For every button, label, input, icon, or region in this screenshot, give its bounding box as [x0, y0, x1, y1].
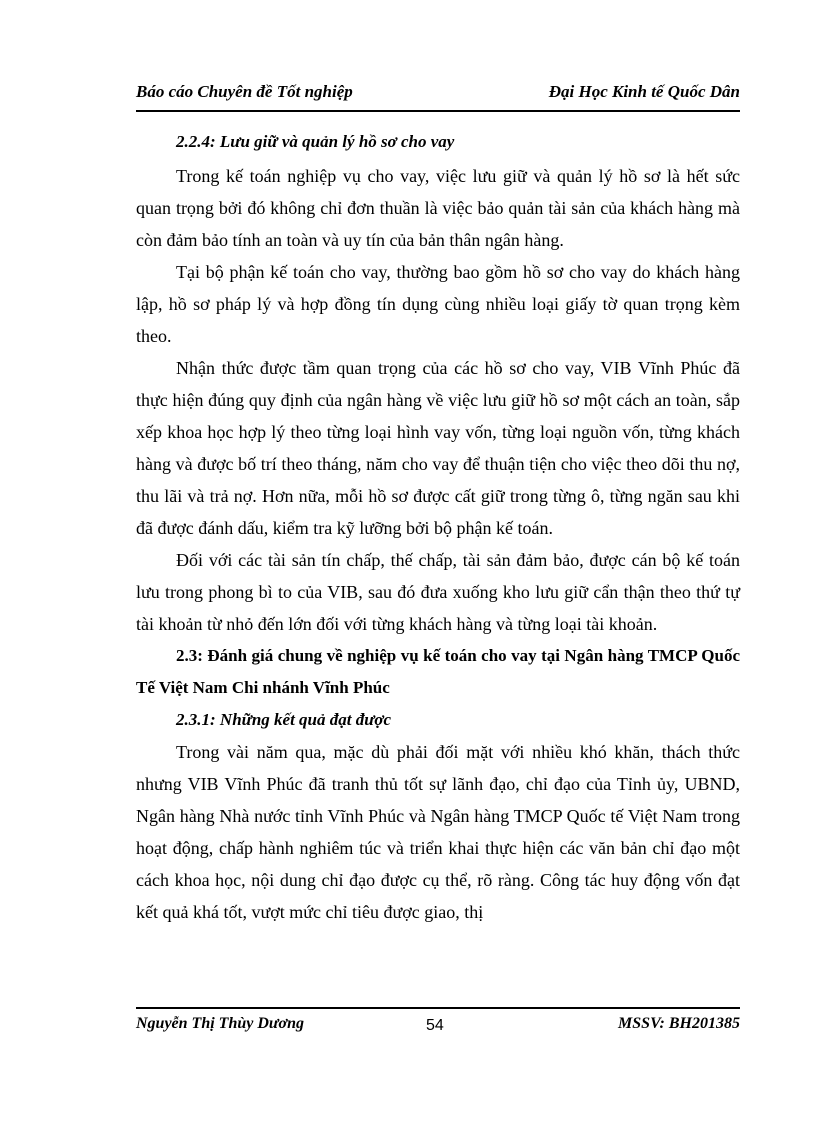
page-header [136, 80, 740, 112]
section-heading-2-3: 2.3: Đánh giá chung về nghiệp vụ kế toán cho vay tại Ngân hàng TMCP Quốc Tế Việt Nam Chi nhánh Vĩnh Phúc [136, 646, 740, 697]
paragraph: Trong kế toán nghiệp vụ cho vay, việc lưu giữ và quản lý hồ sơ là hết sức quan trọng bởi đó không chỉ đơn thuần là việc bảo quản tài sản của khách hàng mà còn đảm bảo tính an toàn và uy tín của bản thân ngân hàng. [136, 166, 740, 250]
page-footer [136, 1007, 740, 1039]
paragraph: Đối với các tài sản tín chấp, thế chấp, tài sản đảm bảo, được cán bộ kế toán lưu trong phong bì to của VIB, sau đó đưa xuống kho lưu giữ cẩn thận theo thứ tự tài khoản từ nhỏ đến lớn đối với từng khách hàng và từng loại tài khoản. [136, 550, 740, 634]
paragraph: Tại bộ phận kế toán cho vay, thường bao gồm hồ sơ cho vay do khách hàng lập, hồ sơ pháp lý và hợp đồng tín dụng cùng nhiều loại giấy tờ quan trọng kèm theo. [136, 262, 740, 346]
footer-student-id: MSSV: BH201385 [618, 1015, 740, 1032]
header-report-title: Báo cáo Chuyên đề Tốt nghiệp [136, 82, 353, 101]
page-content [136, 126, 740, 928]
header-university: Đại Học Kinh tế Quốc Dân [548, 82, 740, 101]
footer-author: Nguyễn Thị Thùy Dương [136, 1015, 304, 1032]
page-number: 54 [426, 1017, 444, 1034]
paragraph: Trong vài năm qua, mặc dù phải đối mặt với nhiều khó khăn, thách thức nhưng VIB Vĩnh Phúc đã tranh thủ tốt sự lãnh đạo, chỉ đạo của Tỉnh ủy, UBND, Ngân hàng Nhà nước tỉnh Vĩnh Phúc và Ngân hàng TMCP Quốc tế Việt Nam trong hoạt động, chấp hành nghiêm túc và triển khai thực hiện các văn bản chỉ đạo một cách khoa học, nội dung chỉ đạo được cụ thể, rõ ràng. Công tác huy động vốn đạt kết quả khá tốt, vượt mức chỉ tiêu được giao, thị [136, 742, 740, 922]
section-heading-2-2-4: 2.2.4: Lưu giữ và quản lý hồ sơ cho vay [176, 132, 455, 151]
section-heading-2-3-1: 2.3.1: Những kết quả đạt được [176, 710, 392, 729]
paragraph: Nhận thức được tầm quan trọng của các hồ sơ cho vay, VIB Vĩnh Phúc đã thực hiện đúng quy định của ngân hàng về việc lưu giữ hồ sơ một cách an toàn, sắp xếp khoa học hợp lý theo từng loại hình vay vốn, từng loại nguồn vốn, từng khách hàng và được bố trí theo tháng, năm cho vay để thuận tiện cho việc theo dõi thu nợ, thu lãi và trả nợ. Hơn nữa, mỗi hồ sơ được cất giữ trong từng ô, từng ngăn sau khi đã được đánh dấu, kiểm tra kỹ lưỡng bởi bộ phận kế toán. [136, 358, 740, 538]
